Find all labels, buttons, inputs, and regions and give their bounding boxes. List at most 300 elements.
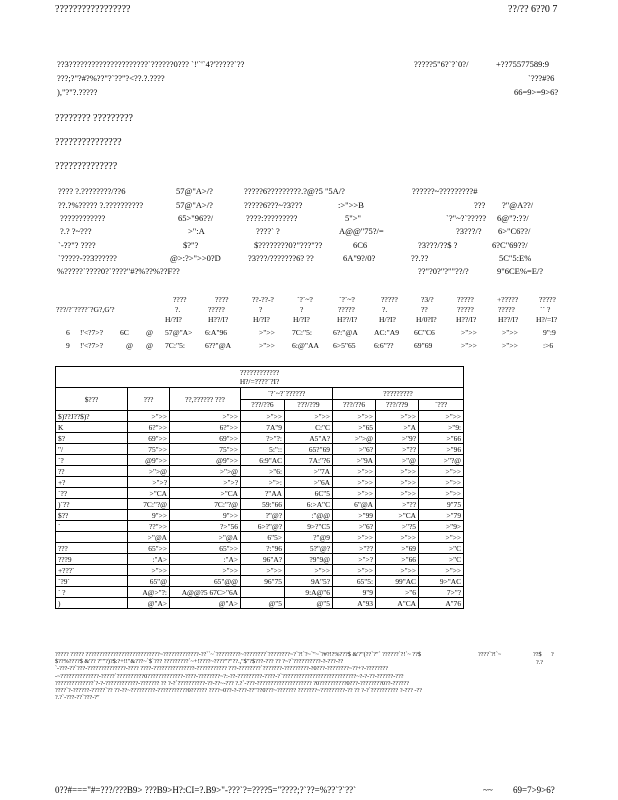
summary-hdr-1: H/?I? <box>165 315 182 324</box>
data-table <box>55 366 464 609</box>
table-cell: 9">> <box>128 510 170 521</box>
table-cell: @"A> <box>128 598 170 609</box>
table-row-label: ` <box>56 521 128 532</box>
summary-sublabel-5: ????? <box>338 305 355 314</box>
detail-row-5-col2: $?"? <box>183 240 199 250</box>
detail-row-4-col4: A@@"75?/= <box>339 226 384 236</box>
table-cell: >">> <box>333 411 376 422</box>
table-cell: >"6? <box>333 444 376 455</box>
detail-row-3-col6: 6@"?:??/ <box>497 213 529 223</box>
table-cell <box>241 587 285 598</box>
table-cell: C:"C <box>285 422 333 433</box>
table-cell: >"9: <box>419 422 464 433</box>
table-cell: :"@@ <box>285 510 333 521</box>
detail-row-2-col6: ?"@A??/ <box>502 200 534 210</box>
summary-cell: 6:A"96 <box>205 328 228 337</box>
footnote-line: ????? ????? ???????????????????????????~?????????????-??``~`?????????~????????`????????~?`?!`?~`"~`?#?!?%???$ &'?"(??`?"` ??????`?!`~ ??$ <box>55 651 422 658</box>
table-cell: >">> <box>285 565 333 576</box>
table-row <box>56 598 464 609</box>
summary-cell: 7C:"5: <box>292 328 312 337</box>
table-cell: >"?? <box>333 543 376 554</box>
table-cell: 65">> <box>170 543 241 554</box>
summary-cell: 6:6"?? <box>374 341 394 350</box>
table-cell: >">> <box>170 411 241 422</box>
table-row-label: ???9 <box>56 554 128 565</box>
summary-cell: 6C"C6 <box>414 328 435 337</box>
document-header-title: ????????????????? <box>55 4 131 15</box>
summary-hdr-10: H?/=I? <box>536 315 558 324</box>
footer-text: 0??#==="#=???/???B9> ???B9>H?:CI=?.B9>"-???`?=????5="????;?`??=%??`?`??` <box>55 785 357 795</box>
detail-row-4-col5: ?3???/? <box>456 226 482 236</box>
table-cell: A"76 <box>419 598 464 609</box>
table-cell: >">@ <box>128 466 170 477</box>
table-row <box>56 411 464 422</box>
summary-row-label: ???/?`????`?G?,G'? <box>56 305 115 314</box>
table-row-label: ?? <box>56 466 128 477</box>
summary-cell: 6>5"65 <box>333 341 356 350</box>
detail-row-1-col4: ??????~?????????# <box>412 186 478 196</box>
table-cell: A"CA <box>376 598 419 609</box>
table-cell: >"79 <box>419 510 464 521</box>
summary-cell: >">> <box>461 341 477 350</box>
table-cell: 6C"5 <box>285 488 333 499</box>
summary-sublabel-2: ????? <box>208 305 225 314</box>
table-cell: >"@A <box>170 532 241 543</box>
table-cell: >">> <box>333 488 376 499</box>
table-cell: 9A"5? <box>285 576 333 587</box>
summary-cell: >">> <box>502 328 518 337</box>
table-row-label: `? <box>56 455 128 466</box>
detail-row-4-col2: >":A <box>188 226 205 236</box>
footnote-right-d: ?.? <box>536 659 544 666</box>
detail-row-3-col5: `?"~?`????? <box>446 213 487 223</box>
table-cell: 9:A@"6 <box>285 587 333 598</box>
sub-header: ???/??9 <box>285 399 333 411</box>
detail-row-3-col2: 65>"96??/ <box>178 213 214 223</box>
detail-row-1-col2: 57@"A>/? <box>176 186 213 196</box>
table-cell: >">> <box>419 466 464 477</box>
detail-row-1-col3: ?????6?????????.?@?5 "5A/? <box>244 186 345 196</box>
summary-sublabel-1: ?. <box>175 305 181 314</box>
detail-row-6-col3: ?3???/???????6? ?? <box>248 253 314 263</box>
table-row-label: ) <box>56 598 128 609</box>
table-cell: >">> <box>376 477 419 488</box>
summary-cell: AC:"A9 <box>374 328 400 337</box>
table-cell: ?>"56 <box>170 521 241 532</box>
table-title-line-2: H?/=????`?I? <box>239 377 280 386</box>
table-cell: >"9A <box>333 455 376 466</box>
sub-header: ???/??6 <box>333 399 376 411</box>
detail-row-6-col2: @>:?>">>0?D <box>170 253 221 263</box>
table-cell: @9">> <box>128 455 170 466</box>
info-line-1-right: +??75577589:9 <box>496 59 549 69</box>
table-cell: 7C:"?@ <box>170 499 241 510</box>
detail-row-3-col3: ????:????????? <box>246 213 298 223</box>
table-cell: 6?">> <box>128 422 170 433</box>
table-cell: >">> <box>333 477 376 488</box>
summary-hdr-6: H/?I? <box>379 315 396 324</box>
detail-row-6-col6: 5C"5:E% <box>499 253 532 263</box>
document-header-date: ??/?? 6??0 7 <box>508 4 558 15</box>
table-cell: >">? <box>128 477 170 488</box>
table-cell: >"6 <box>376 587 419 598</box>
table-cell: >">> <box>419 477 464 488</box>
table-cell: >"96 <box>419 444 464 455</box>
summary-hdr-8: H??/I? <box>456 315 477 324</box>
table-cell: 5:":: <box>241 444 285 455</box>
summary-cell: 6:@"AA <box>292 341 319 350</box>
sub-header: ???/??9 <box>376 399 419 411</box>
table-cell: >"C <box>419 554 464 565</box>
summary-cell: 6??"@A <box>205 341 232 350</box>
footnotes <box>55 651 533 701</box>
detail-row-2-col3: ?????6???~?3??? <box>244 200 303 210</box>
table-cell: >">> <box>419 532 464 543</box>
table-cell: :"A> <box>128 554 170 565</box>
summary-hdr-9: H??/I? <box>498 315 519 324</box>
summary-cell: 69"69 <box>414 341 433 350</box>
table-row-label: )`?? <box>56 499 128 510</box>
table-row-label: `?9` <box>56 576 128 587</box>
summary-cell: @ <box>146 341 153 350</box>
table-cell: A@>"?: <box>128 587 170 598</box>
table-row-label <box>56 532 128 543</box>
summary-label-10: ????? <box>539 295 556 304</box>
table-cell: >">> <box>128 565 170 576</box>
table-row-label: ??? <box>56 543 128 554</box>
detail-row-7-col5: ??"?0?"?""??/? <box>418 266 469 276</box>
table-cell: >"9? <box>376 433 419 444</box>
table-row <box>56 455 464 466</box>
table-cell: >">> <box>241 565 285 576</box>
column-header-total: ??,?????? ??? <box>170 388 241 411</box>
table-cell: 75">> <box>128 444 170 455</box>
info-line-2-right: `???#?6 <box>528 73 555 83</box>
detail-row-1-col1: ???? ?.????????/??6 <box>58 186 126 196</box>
summary-label-4: `?`~? <box>297 295 313 304</box>
detail-row-5-col5: ?3???/??$ ? <box>418 240 458 250</box>
summary-cell: 9 <box>66 341 70 350</box>
summary-cell: !'<?7>? <box>80 341 104 350</box>
table-cell: >"A <box>376 422 419 433</box>
summary-cell: >">> <box>259 341 275 350</box>
table-row <box>56 576 464 587</box>
summary-sublabel-8: ????? <box>457 305 474 314</box>
table-cell: >"6: <box>241 466 285 477</box>
table-row-label: +? <box>56 477 128 488</box>
detail-row-4-col6: 6>"C6??/ <box>498 226 531 236</box>
table-cell: >"@A <box>128 532 170 543</box>
table-cell: 96"75 <box>241 576 285 587</box>
table-cell: A"93 <box>333 598 376 609</box>
table-cell: @"5 <box>241 598 285 609</box>
detail-row-4-col3: ????` ? <box>256 226 280 236</box>
summary-label-1: ???? <box>173 295 187 304</box>
footnote-right-c: ? <box>551 651 554 658</box>
summary-cell: >">> <box>461 328 477 337</box>
summary-cell: 9":9 <box>543 328 556 337</box>
summary-label-5: `?`~? <box>339 295 355 304</box>
table-cell: >"@ <box>376 455 419 466</box>
table-cell: >">> <box>241 411 285 422</box>
table-cell: >"66 <box>376 554 419 565</box>
table-cell: 6>?"@? <box>241 521 285 532</box>
footnote-line: -~??????????????-?????`??????????0?????????????-????-????????~?:-??-?????????-????-?`???????????????????????????~?-?-??-??????-??? <box>55 672 404 680</box>
table-cell: ?9"9@ <box>285 554 333 565</box>
table-cell: >">> <box>333 565 376 576</box>
summary-cell: @ <box>126 341 133 350</box>
table-cell: >">> <box>170 565 241 576</box>
table-row <box>56 422 464 433</box>
table-cell: 99"AC <box>376 576 419 587</box>
summary-cell: 7C:"5: <box>165 341 185 350</box>
table-cell: 69">> <box>128 433 170 444</box>
detail-row-7-col6: 9"6CE%=E/? <box>497 266 544 276</box>
table-cell: 65"@ <box>128 576 170 587</box>
table-cell: >">> <box>128 411 170 422</box>
table-row <box>56 477 464 488</box>
table-row <box>56 543 464 554</box>
table-cell: >">> <box>285 411 333 422</box>
table-cell: 69">> <box>170 433 241 444</box>
section-title-2: ??????????????? <box>55 137 122 148</box>
detail-row-3-col4: 5">" <box>345 213 361 223</box>
table-cell: >"99 <box>333 510 376 521</box>
summary-label-3: ??-??-? <box>252 295 274 304</box>
info-line-2: ???;?"?#?%??"?`??"?<??.?.???? <box>57 73 165 83</box>
section-title-1: ???????? ????????? <box>55 113 133 124</box>
table-cell: 65?"69 <box>285 444 333 455</box>
table-cell: >">> <box>376 488 419 499</box>
table-cell: ??">> <box>128 521 170 532</box>
footnote-line: `-???-??`???-??????????????-???? ????-???????????????-??????????? ???-????????`???????-?????????-?0???-????????~??+?-???????? <box>55 665 388 673</box>
table-cell: >"9> <box>419 521 464 532</box>
table-title-line-1: ???????????? <box>239 368 280 377</box>
table-cell: >"?5 <box>376 521 419 532</box>
table-cell: >">@ <box>333 433 376 444</box>
table-row <box>56 488 464 499</box>
sub-header: ???/??6 <box>241 399 285 411</box>
table-cell: >"?? <box>376 444 419 455</box>
table-cell: 9>"AC <box>419 576 464 587</box>
footnote-line: ????`?-??????-?????`?? ??-??~?????????-???????????0?????? ????~0??-?-???-??"??0???~??????? ???????~?????????-?? ?? ?-?`?????????? ?-??? -?? <box>55 687 422 695</box>
table-cell: A@@?5 67C>"6A <box>170 587 241 598</box>
detail-row-5-col3: $????????0?"???"?? <box>254 240 323 250</box>
table-cell: 9"9 <box>333 587 376 598</box>
table-cell: >"CA <box>128 488 170 499</box>
table-row-label: K <box>56 422 128 433</box>
table-cell: >"CA <box>376 510 419 521</box>
table-row-label: $? <box>56 433 128 444</box>
table-cell: ?"@9 <box>285 532 333 543</box>
summary-sublabel-6: ?. <box>382 305 388 314</box>
table-cell: @"A> <box>170 598 241 609</box>
summary-sublabel-10: `` ? <box>540 305 551 314</box>
table-cell: 7A"9 <box>241 422 285 433</box>
table-cell: >">: <box>241 477 285 488</box>
table-cell: 6:9"AC <box>241 455 285 466</box>
table-cell: >"C <box>419 543 464 554</box>
table-cell: 6:>A"C <box>285 499 333 510</box>
table-cell: >"CA <box>170 488 241 499</box>
summary-cell: :>6 <box>543 341 554 350</box>
table-cell: >">> <box>333 532 376 543</box>
table-cell: ?"@? <box>241 510 285 521</box>
table-cell: >"69 <box>376 543 419 554</box>
detail-row-2-col4: :>">>B <box>338 200 364 210</box>
table-row-label: $)??J??$)? <box>56 411 128 422</box>
table-row <box>56 444 464 455</box>
table-cell: >">> <box>376 565 419 576</box>
table-cell: >">@ <box>170 466 241 477</box>
detail-row-5-col1: `-??"? ???? <box>58 240 96 250</box>
table-cell: 65"@@ <box>170 576 241 587</box>
footnote-right-b: ??$ <box>533 651 542 658</box>
table-cell: 65"5: <box>333 576 376 587</box>
info-line-3: ),"?"?.????? <box>57 87 98 97</box>
column-group-header-2: ????????? <box>333 388 464 400</box>
table-row <box>56 466 464 477</box>
table-cell: :"A> <box>170 554 241 565</box>
summary-cell: >">> <box>502 341 518 350</box>
summary-sublabel-4: ? <box>300 305 304 314</box>
sub-header: `??? <box>419 399 464 411</box>
table-cell: 7>"? <box>419 587 464 598</box>
table-cell: 9>?"C5 <box>285 521 333 532</box>
summary-sublabel-7: ?? <box>421 305 428 314</box>
table-body <box>56 411 464 609</box>
detail-row-6-col5: ??.?? <box>411 253 429 263</box>
table-cell: 59:"66 <box>241 499 285 510</box>
table-cell: >"7A <box>285 466 333 477</box>
footer-mark: ~~ <box>483 785 493 795</box>
table-title-row <box>56 367 464 388</box>
table-cell: >">> <box>419 488 464 499</box>
summary-hdr-4: H/?I? <box>293 315 310 324</box>
table-cell: ?>"?: <box>241 433 285 444</box>
table-row <box>56 565 464 576</box>
table-cell: >"6A <box>285 477 333 488</box>
table-cell: >">? <box>333 554 376 565</box>
table-cell: 75">> <box>170 444 241 455</box>
info-line-1: ??3?????????????????????`??????0??? `!'`'`4?'?????`?? <box>57 59 245 69</box>
summary-label-7: ?3/? <box>421 295 434 304</box>
summary-cell: 6 <box>66 328 70 337</box>
table-row <box>56 532 464 543</box>
table-cell: >"?@ <box>419 455 464 466</box>
table-cell: 6"5> <box>241 532 285 543</box>
table-cell: 7A:"?6 <box>285 455 333 466</box>
summary-label-6: ????? <box>381 295 398 304</box>
table-cell: 65">> <box>128 543 170 554</box>
table-cell: ?:"96 <box>241 543 285 554</box>
summary-hdr-7: H/0?I? <box>416 315 437 324</box>
table-group-header-row <box>56 388 464 400</box>
column-header-unit: ??? <box>128 388 170 411</box>
table-title <box>56 367 464 388</box>
detail-row-7-col1: %?????`????0?`????"#?%??%??F?? <box>57 266 180 276</box>
table-cell: 96"A? <box>241 554 285 565</box>
footnote-line: $??%????$ &'?? ?""?)?$:?+!!"&???~`$`??? ?????????`~+!????~????"?"??.,"$"?$???-??? ?? ?~?`??????????-?-???-?? <box>55 658 344 666</box>
table-cell: >">> <box>376 466 419 477</box>
table-cell: >">> <box>419 411 464 422</box>
table-cell: ?"AA <box>241 488 285 499</box>
summary-label-2: ???? <box>215 295 229 304</box>
detail-row-5-col4: 6C6 <box>353 240 368 250</box>
table-cell: @"5 <box>285 598 333 609</box>
table-cell: A5"A? <box>285 433 333 444</box>
detail-row-2-col5: ??? <box>474 200 486 210</box>
summary-label-9: +????? <box>497 295 519 304</box>
summary-sublabel-9: ????? <box>498 305 515 314</box>
table-cell: >"65 <box>333 422 376 433</box>
footnote-right-a: ????`?!`~ <box>478 651 502 658</box>
summary-cell: 6C <box>120 328 129 337</box>
detail-row-2-col1: ??.?%????? ?.?????????? <box>58 200 144 210</box>
detail-row-6-col1: `?????-??3?????? <box>58 253 117 263</box>
table-row-label: ` ? <box>56 587 128 598</box>
detail-row-5-col6: 6?C"69??/ <box>492 240 528 250</box>
table-cell: 7C:"?@ <box>128 499 170 510</box>
table-row <box>56 499 464 510</box>
table-cell: 9"75 <box>419 499 464 510</box>
summary-cell: >">> <box>259 328 275 337</box>
detail-row-2-col2: 57@"A>/? <box>176 200 213 210</box>
table-row <box>56 521 464 532</box>
table-row-label: +???` <box>56 565 128 576</box>
summary-sublabel-3: ? <box>259 305 263 314</box>
summary-hdr-2: H??/I? <box>208 315 229 324</box>
column-header-item: $??? <box>56 388 128 411</box>
table-row <box>56 433 464 444</box>
table-cell: 6"@A <box>333 499 376 510</box>
table-cell: >"?? <box>376 499 419 510</box>
table-cell: >">> <box>419 565 464 576</box>
table-cell: >">> <box>333 466 376 477</box>
table-cell: >">> <box>376 411 419 422</box>
summary-hdr-3: H/?I? <box>253 315 270 324</box>
table-row <box>56 554 464 565</box>
summary-cell: @ <box>146 328 153 337</box>
info-line-3-right: 66=9>=9>6? <box>514 87 559 97</box>
footer-page-code: 69=7>9>6? <box>513 785 555 795</box>
table-cell: 9">> <box>170 510 241 521</box>
summary-cell: 57@"A> <box>165 328 193 337</box>
detail-row-3-col1: ???????????? <box>60 213 106 223</box>
info-line-1-mid: ?????5"6?`?`0?/ <box>414 59 469 69</box>
table-cell: >">> <box>376 532 419 543</box>
table-row-label: "/ <box>56 444 128 455</box>
table-cell: 6?">> <box>170 422 241 433</box>
detail-row-6-col4: 6A"9?/0? <box>343 253 376 263</box>
table-cell: 5?"@? <box>285 543 333 554</box>
table-cell: >">? <box>170 477 241 488</box>
summary-hdr-5: H??/I? <box>337 315 358 324</box>
table-row <box>56 587 464 598</box>
summary-cell: !'<?7>? <box>80 328 104 337</box>
detail-row-4-col1: ?.? ?~??? <box>60 226 92 236</box>
table-cell: @9">> <box>170 455 241 466</box>
table-cell: >"66 <box>419 433 464 444</box>
footnote-line: ??????????????`?-?-????????????-??????? ?? ?-?`??????????-??-??~-??? ?.?`-???-???????????????????? ?0??????????0???-????????0??-?????? <box>55 679 410 687</box>
table-row-label: `?? <box>56 488 128 499</box>
table-row-label: $?? <box>56 510 128 521</box>
column-group-header-1: `?`~?`?????? <box>241 388 333 400</box>
section-title-3: ?????????????? <box>55 161 118 172</box>
footnote-line: ?.?`-???-??`???-?" <box>55 694 100 702</box>
table-row <box>56 510 464 521</box>
table-cell: >"6? <box>333 521 376 532</box>
